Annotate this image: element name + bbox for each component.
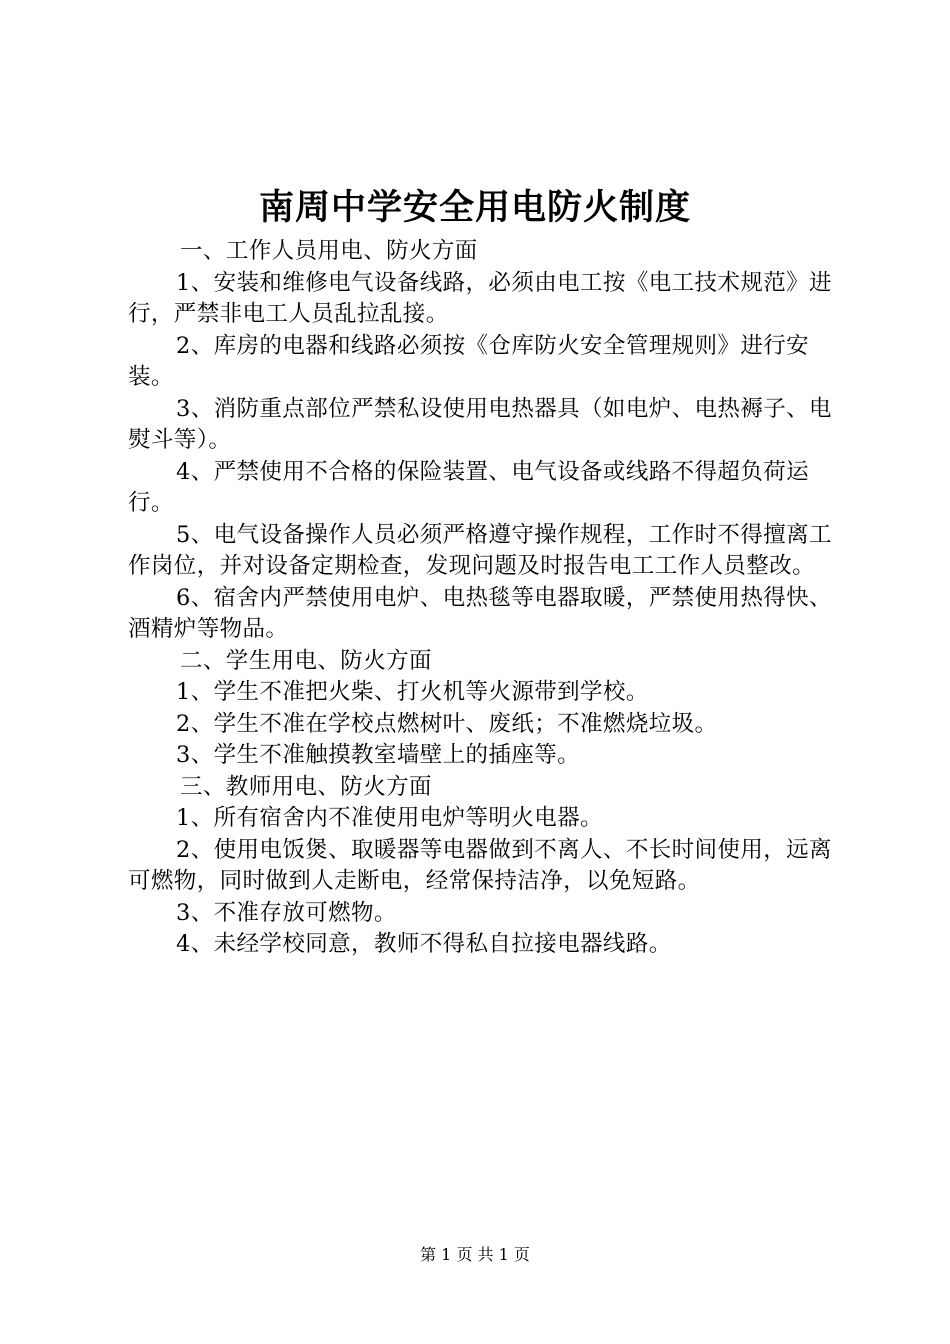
document-title: 南周中学安全用电防火制度 — [258, 187, 691, 228]
paragraph: 3、学生不准触摸教室墙壁上的插座等。 — [176, 742, 581, 768]
paragraph: 1、所有宿舍内不准使用电炉等明火电器。 — [176, 805, 603, 831]
paragraph: 1、安装和维修电气设备线路，必须由电工按《电工技术规范》进行，严禁非电工人员乱拉乱接。 — [128, 269, 832, 327]
page-footer: 第 1 页 共 1 页 — [420, 1245, 530, 1264]
paragraph: 3、不准存放可燃物。 — [176, 899, 397, 926]
paragraph: 4、严禁使用不合格的保险装置、电气设备或线路不得超负荷运行。 — [128, 458, 810, 516]
document-body — [128, 236, 838, 961]
paragraph: 5、电气设备操作人员必须严格遵守操作规程，工作时不得擅离工作岗位，并对设备定期检查，发现问题及时报告电工工作人员整改。 — [128, 521, 832, 579]
paragraph: 2、库房的电器和线路必须按《仓库防火安全管理规则》进行安装。 — [128, 332, 810, 390]
paragraph: 2、使用电饭煲、取暖器等电器做到不离人、不长时间使用，远离可燃物，同时做到人走断电，经常保持洁净，以免短路。 — [128, 836, 832, 894]
section-heading: 二、学生用电、防火方面 — [180, 647, 432, 674]
paragraph: 1、学生不准把火柴、打火机等火源带到学校。 — [176, 679, 649, 705]
section-heading: 三、教师用电、防火方面 — [180, 773, 432, 800]
paragraph: 2、学生不准在学校点燃树叶、废纸；不准燃烧垃圾。 — [176, 710, 718, 737]
paragraph: 4、未经学校同意，教师不得私自拉接电器线路。 — [176, 931, 672, 957]
paragraph: 6、宿舍内严禁使用电炉、电热毯等电器取暖，严禁使用热得快、酒精炉等物品。 — [128, 584, 832, 642]
section-heading: 一、工作人员用电、防火方面 — [180, 238, 478, 264]
paragraph: 3、消防重点部位严禁私设使用电热器具（如电炉、电热褥子、电熨斗等）。 — [128, 395, 832, 453]
